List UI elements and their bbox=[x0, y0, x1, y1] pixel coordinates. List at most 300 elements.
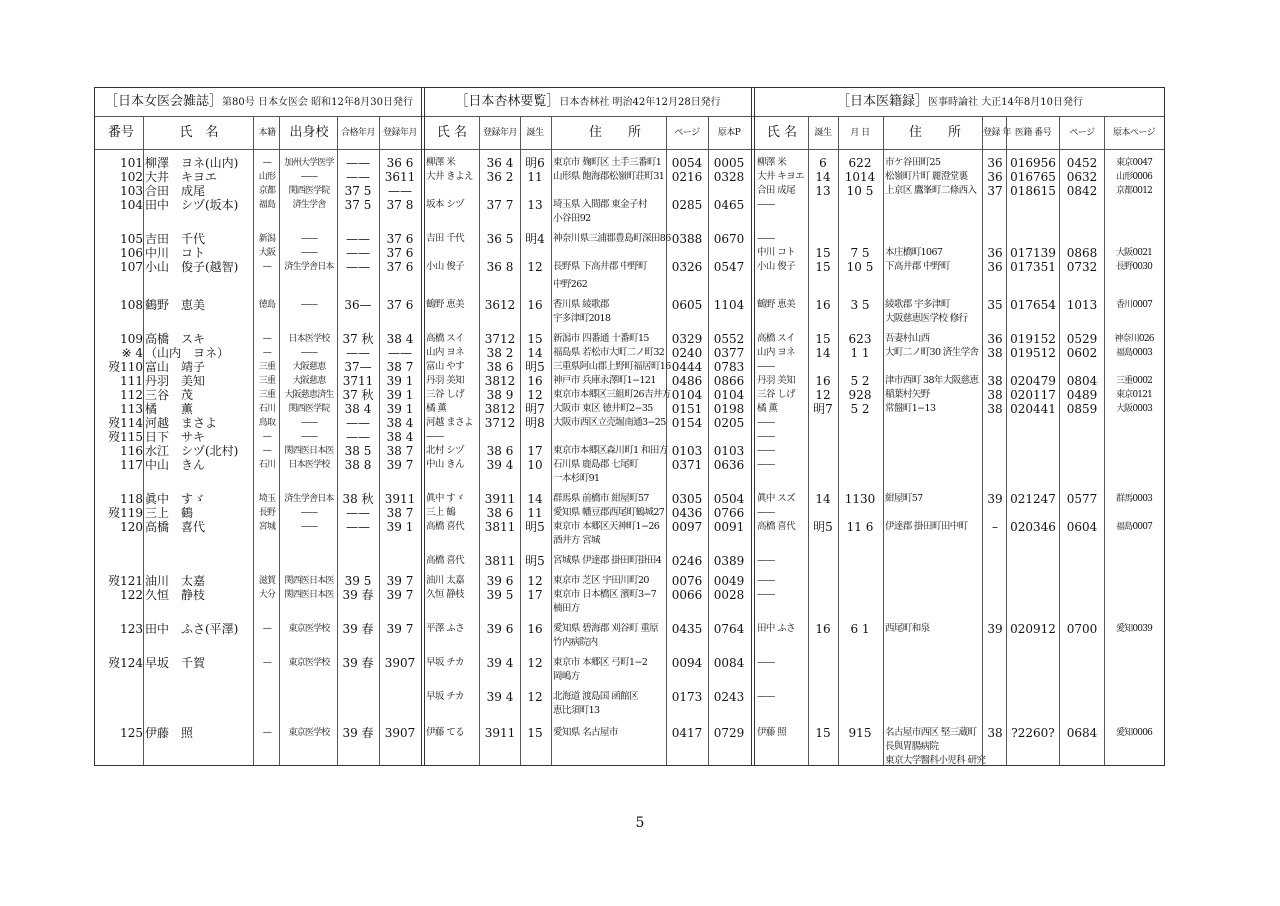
cell-n2: 富山 やす bbox=[426, 361, 465, 372]
cell-o3: 山形0006 bbox=[1115, 172, 1153, 182]
cell-no: 118 bbox=[120, 492, 143, 506]
cell-reg: 39 7 bbox=[386, 574, 414, 588]
cell-b3: 14 bbox=[815, 346, 831, 360]
header-divider bbox=[95, 149, 1164, 150]
table-row bbox=[95, 312, 1164, 326]
table-row bbox=[95, 554, 1164, 568]
cell-pass: 37 秋 bbox=[342, 388, 374, 402]
cell-pref: 滋賀 bbox=[258, 576, 276, 586]
cell-a3: 本庄橋町1067 bbox=[885, 247, 943, 258]
section-title-isekiroku-bracket: ［日本医籍録］ bbox=[836, 94, 928, 109]
cell-pref: 三重 bbox=[258, 362, 276, 372]
cell-n2: 小山 俊子 bbox=[426, 261, 465, 272]
cell-r2: 39 4 bbox=[486, 458, 514, 472]
cell-y3: 35 bbox=[987, 298, 1003, 312]
cell-d3: 1 1 bbox=[850, 346, 870, 360]
cell-name: 丹羽 美知 bbox=[145, 374, 206, 388]
cell-a2: 岡嶋方 bbox=[553, 671, 580, 682]
cell-p2: 0154 bbox=[671, 416, 703, 430]
cell-o3: 福島0007 bbox=[1115, 522, 1153, 532]
cell-b2: 明4 bbox=[525, 232, 545, 246]
cell-school: —— bbox=[300, 172, 318, 182]
cell-n3: 鶴野 恵美 bbox=[757, 299, 796, 310]
cell-a2: 愛知県 名古屋市 bbox=[553, 727, 618, 738]
cell-o2: 0552 bbox=[713, 332, 745, 346]
cell-a2: 東京市 日本橋区 濱町3−7 bbox=[553, 589, 657, 600]
table-row bbox=[95, 588, 1164, 602]
cell-pass: 39 春 bbox=[342, 622, 374, 636]
cell-y3: 38 bbox=[987, 374, 1003, 388]
cell-school: 日本医学校 bbox=[288, 460, 330, 470]
cell-b2: 16 bbox=[527, 622, 543, 636]
cell-reg: 38 4 bbox=[386, 430, 414, 444]
cell-no: 歿115 bbox=[108, 430, 143, 444]
cell-school: 関西医日本医 bbox=[284, 576, 334, 586]
cell-o2: 0670 bbox=[713, 232, 745, 246]
cell-n2: 伊藤 てる bbox=[426, 727, 465, 738]
cell-r2: 3712 bbox=[484, 416, 516, 430]
cell-o2: 0636 bbox=[713, 458, 745, 472]
cell-a3: 大町二ノ町30 済生学舎 bbox=[885, 347, 979, 358]
cell-no: 歿114 bbox=[108, 416, 143, 430]
header-school: 出身校 bbox=[289, 125, 329, 140]
cell-d3: 5 2 bbox=[850, 402, 870, 416]
cell-reg: 3611 bbox=[384, 170, 416, 184]
cell-p3: 0577 bbox=[1066, 492, 1098, 506]
cell-no: 123 bbox=[120, 622, 143, 636]
cell-r2: 38 6 bbox=[486, 360, 514, 374]
cell-reg: 38 7 bbox=[386, 444, 414, 458]
cell-n3: —— bbox=[757, 233, 775, 244]
table-row bbox=[95, 360, 1164, 374]
table-row bbox=[95, 574, 1164, 588]
cell-pref: — bbox=[262, 624, 272, 634]
cell-pass: 39 5 bbox=[344, 574, 372, 588]
cell-r2: 39 5 bbox=[486, 588, 514, 602]
cell-pref: 長野 bbox=[258, 508, 276, 518]
cell-o2: 0049 bbox=[713, 574, 745, 588]
cell-a2: 東京市 本郷区天神町1−26 bbox=[553, 521, 660, 532]
header-p2: ページ bbox=[674, 128, 700, 138]
table-row bbox=[95, 444, 1164, 458]
cell-b2: 12 bbox=[527, 388, 543, 402]
cell-n2: —— bbox=[426, 431, 444, 442]
cell-pref: 三重 bbox=[258, 376, 276, 386]
header-a3: 住 所 bbox=[908, 125, 961, 140]
table-row bbox=[95, 232, 1164, 246]
cell-a2: 香川県 綾歌郡 bbox=[553, 299, 609, 310]
cell-m3: 019152 bbox=[1010, 332, 1056, 346]
cell-r2: 39 4 bbox=[486, 656, 514, 670]
cell-n2: 北村 シヅ bbox=[426, 445, 465, 456]
cell-o2: 0866 bbox=[713, 374, 745, 388]
cell-n3: —— bbox=[757, 589, 775, 600]
cell-d3: 7 5 bbox=[850, 246, 870, 260]
cell-p3: 0684 bbox=[1066, 726, 1098, 740]
table-row bbox=[95, 402, 1164, 416]
cell-n3: —— bbox=[757, 657, 775, 668]
page-number: 5 bbox=[635, 815, 645, 831]
cell-school: 関西医日本医 bbox=[284, 590, 334, 600]
header-pref: 本籍 bbox=[258, 128, 276, 138]
cell-pref: 徳島 bbox=[258, 300, 276, 310]
table-row bbox=[95, 388, 1164, 402]
cell-name: 河越 まさよ bbox=[145, 416, 218, 430]
cell-n2: 鶴野 恵美 bbox=[426, 299, 465, 310]
cell-n3: —— bbox=[757, 431, 775, 442]
cell-pref: — bbox=[262, 658, 272, 668]
table-row bbox=[95, 430, 1164, 444]
cell-a2: 大阪市 東区 徳井町2−35 bbox=[553, 403, 653, 414]
cell-n2: 眞中 すゞ bbox=[426, 493, 465, 504]
cell-b2: 12 bbox=[527, 656, 543, 670]
cell-p2: 0246 bbox=[671, 554, 703, 568]
cell-o2: 0243 bbox=[713, 690, 745, 704]
cell-no: 120 bbox=[120, 520, 143, 534]
cell-n3: 山内 ヨネ bbox=[757, 347, 796, 358]
header-y3: 登録 年 bbox=[983, 128, 1011, 138]
cell-d3: 623 bbox=[848, 332, 872, 346]
cell-o2: 1104 bbox=[713, 298, 745, 312]
cell-b3: 13 bbox=[815, 184, 831, 198]
cell-a3: 名古屋市西区 堅三蔵町 bbox=[885, 727, 977, 738]
cell-reg: 39 1 bbox=[386, 388, 414, 402]
cell-p2: 0326 bbox=[671, 260, 703, 274]
cell-o2: 0104 bbox=[713, 388, 745, 402]
cell-m3: 020479 bbox=[1010, 374, 1056, 388]
cell-y3: 36 bbox=[987, 170, 1003, 184]
table-row bbox=[95, 472, 1164, 486]
cell-n3: 伊藤 照 bbox=[757, 727, 787, 738]
cell-b2: 17 bbox=[527, 444, 543, 458]
cell-school: —— bbox=[300, 508, 318, 518]
cell-m3: 019512 bbox=[1010, 346, 1056, 360]
cell-reg: 36 6 bbox=[386, 156, 414, 170]
cell-o2: 0389 bbox=[713, 554, 745, 568]
cell-b2: 16 bbox=[527, 374, 543, 388]
cell-no: 102 bbox=[120, 170, 143, 184]
header-m3: 医籍 番号 bbox=[1014, 128, 1052, 138]
cell-reg: 37 6 bbox=[386, 298, 414, 312]
cell-p2: 0104 bbox=[671, 388, 703, 402]
cell-reg: 37 6 bbox=[386, 260, 414, 274]
cell-n2: 高橋 喜代 bbox=[426, 555, 465, 566]
cell-n2: 早坂 チカ bbox=[426, 657, 464, 668]
header-reg: 登録年月 bbox=[382, 128, 417, 138]
cell-school: 大阪慈恵 bbox=[292, 362, 326, 372]
cell-school: —— bbox=[300, 418, 318, 428]
cell-reg: 3911 bbox=[384, 492, 416, 506]
cell-a2: 群馬県 前橋市 紺屋町57 bbox=[553, 493, 649, 504]
cell-o2: 0783 bbox=[713, 360, 745, 374]
table-row bbox=[95, 416, 1164, 430]
cell-pref: 鳥取 bbox=[258, 418, 276, 428]
cell-no: 122 bbox=[120, 588, 143, 602]
cell-a3: 吾妻村山西 bbox=[885, 333, 930, 344]
cell-reg: 3907 bbox=[384, 656, 416, 670]
cell-p2: 0066 bbox=[671, 588, 703, 602]
cell-y3: 36 bbox=[987, 332, 1003, 346]
cell-school: 関西医日本医 bbox=[284, 446, 334, 456]
table-row bbox=[95, 374, 1164, 388]
cell-reg: 37 8 bbox=[386, 198, 414, 212]
cell-n3: 柳澤 米 bbox=[757, 157, 787, 168]
cell-name: 早坂 千賀 bbox=[145, 656, 206, 670]
cell-n3: 眞中 スズ bbox=[757, 493, 796, 504]
cell-o2: 0084 bbox=[713, 656, 745, 670]
cell-b3: 16 bbox=[815, 622, 831, 636]
table-row bbox=[95, 458, 1164, 472]
register-table bbox=[94, 87, 1165, 766]
cell-pass: 38 5 bbox=[344, 444, 372, 458]
cell-r2: 36 2 bbox=[486, 170, 514, 184]
cell-pref: 埼玉 bbox=[258, 494, 276, 504]
cell-r2: 3812 bbox=[484, 374, 516, 388]
cell-d3: 6 1 bbox=[850, 622, 870, 636]
cell-reg: 37 6 bbox=[386, 232, 414, 246]
cell-no: 105 bbox=[120, 232, 143, 246]
cell-r2: 38 2 bbox=[486, 346, 514, 360]
cell-m3: 020346 bbox=[1010, 520, 1056, 534]
cell-o2: 0547 bbox=[713, 260, 745, 274]
cell-p3: 0700 bbox=[1066, 622, 1098, 636]
cell-pref: — bbox=[262, 334, 272, 344]
table-row bbox=[95, 170, 1164, 184]
cell-school: 済生学舎日本 bbox=[284, 494, 334, 504]
cell-r2: 3612 bbox=[484, 298, 516, 312]
cell-no: 113 bbox=[120, 402, 143, 416]
cell-b2: 明6 bbox=[525, 156, 545, 170]
cell-n3: 高橋 スイ bbox=[757, 333, 795, 344]
cell-pass: —— bbox=[346, 156, 370, 170]
cell-r2: 38 9 bbox=[486, 388, 514, 402]
cell-p2: 0094 bbox=[671, 656, 703, 670]
cell-pass: 38 秋 bbox=[342, 492, 374, 506]
cell-pref: — bbox=[262, 158, 272, 168]
cell-name: 田中 シヅ(坂本) bbox=[145, 198, 239, 212]
cell-a3: 稲葉村矢野 bbox=[885, 389, 930, 400]
cell-no: 歿119 bbox=[108, 506, 143, 520]
cell-a2: 東京市本郷区三組町26吉井方 bbox=[553, 389, 671, 400]
cell-school: —— bbox=[300, 432, 318, 442]
cell-o3: 愛知0039 bbox=[1115, 624, 1153, 634]
header-d3: 月 日 bbox=[850, 128, 870, 138]
cell-p2: 0151 bbox=[671, 402, 703, 416]
table-row bbox=[95, 622, 1164, 636]
cell-a2: 中野262 bbox=[553, 279, 588, 290]
cell-y3: 36 bbox=[987, 156, 1003, 170]
cell-n3: 大井 キヨエ bbox=[757, 171, 804, 182]
cell-p2: 0240 bbox=[671, 346, 703, 360]
cell-b3: 14 bbox=[815, 170, 831, 184]
cell-d3: 10 5 bbox=[846, 260, 874, 274]
cell-y3: 36 bbox=[987, 260, 1003, 274]
cell-b3: 14 bbox=[815, 492, 831, 506]
cell-p3: 0604 bbox=[1066, 520, 1098, 534]
cell-y3: 38 bbox=[987, 726, 1003, 740]
cell-d3: 5 2 bbox=[850, 374, 870, 388]
cell-p2: 0173 bbox=[671, 690, 703, 704]
cell-n2: 高橋 喜代 bbox=[426, 521, 465, 532]
cell-b2: 明5 bbox=[525, 360, 545, 374]
cell-p2: 0371 bbox=[671, 458, 703, 472]
cell-a2: 宮城県 伊達郡 掛田町掛田4 bbox=[553, 555, 662, 566]
cell-m3: 020441 bbox=[1010, 402, 1056, 416]
cell-n2: 高橋 スイ bbox=[426, 333, 464, 344]
cell-n3: —— bbox=[757, 507, 775, 518]
table-row bbox=[95, 346, 1164, 360]
cell-pass: 37 5 bbox=[344, 198, 372, 212]
cell-a2: 大阪市西区立売堀南通3−25 bbox=[553, 417, 666, 428]
table-row bbox=[95, 260, 1164, 274]
cell-n3: 三谷 しげ bbox=[757, 389, 796, 400]
section-title-kyorin-bracket: ［日本杏林要覧］ bbox=[455, 94, 560, 109]
cell-r2: 3812 bbox=[484, 402, 516, 416]
header-b3: 誕生 bbox=[814, 128, 832, 138]
cell-p2: 0076 bbox=[671, 574, 703, 588]
cell-a2: 小谷田92 bbox=[553, 213, 591, 224]
cell-a2: 石川県 鹿島郡 七尾町 bbox=[553, 459, 638, 470]
cell-no: 107 bbox=[120, 260, 143, 274]
cell-o2: 0205 bbox=[713, 416, 745, 430]
cell-p2: 0417 bbox=[671, 726, 703, 740]
cell-o2: 0465 bbox=[713, 198, 745, 212]
cell-p3: 0489 bbox=[1066, 388, 1098, 402]
cell-b2: 12 bbox=[527, 574, 543, 588]
cell-o3: 福島0003 bbox=[1115, 348, 1153, 358]
cell-a2: 東京市 本郷区 弓町1−2 bbox=[553, 657, 648, 668]
cell-n2: 橘 薫 bbox=[426, 403, 447, 414]
cell-a2: 東京市 芝区 宇田川町20 bbox=[553, 575, 649, 586]
cell-no: 104 bbox=[120, 198, 143, 212]
cell-n3: —— bbox=[757, 575, 775, 586]
cell-reg: 39 7 bbox=[386, 458, 414, 472]
cell-o3: 香川0007 bbox=[1115, 300, 1153, 310]
cell-n2: 三谷 しげ bbox=[426, 389, 465, 400]
cell-no: 116 bbox=[120, 444, 143, 458]
cell-p2: 0388 bbox=[671, 232, 703, 246]
cell-p2: 0486 bbox=[671, 374, 703, 388]
table-row bbox=[95, 690, 1164, 704]
cell-p2: 0054 bbox=[671, 156, 703, 170]
cell-p2: 0436 bbox=[671, 506, 703, 520]
cell-o2: 0766 bbox=[713, 506, 745, 520]
cell-school: —— bbox=[300, 348, 318, 358]
cell-no: 101 bbox=[120, 156, 143, 170]
cell-n3: 小山 俊子 bbox=[757, 261, 796, 272]
cell-b2: 11 bbox=[527, 506, 543, 520]
cell-no: 117 bbox=[120, 458, 143, 472]
cell-reg: —— bbox=[388, 346, 412, 360]
cell-n3: —— bbox=[757, 199, 775, 210]
cell-p3: 0859 bbox=[1066, 402, 1098, 416]
cell-p2: 0103 bbox=[671, 444, 703, 458]
cell-school: —— bbox=[300, 300, 318, 310]
cell-pref: 大阪 bbox=[258, 248, 276, 258]
cell-school: 加州大学医学 bbox=[284, 158, 334, 168]
cell-n2: 三上 鶴 bbox=[426, 507, 456, 518]
cell-b2: 15 bbox=[527, 332, 543, 346]
cell-a3: 津市西町 38年大阪慈恵 bbox=[885, 375, 979, 386]
cell-school: 東京医学校 bbox=[288, 624, 330, 634]
cell-b2: 13 bbox=[527, 198, 543, 212]
cell-reg: 39 7 bbox=[386, 588, 414, 602]
cell-r2: 36 4 bbox=[486, 156, 514, 170]
cell-school: 大阪慈恵済生 bbox=[284, 390, 334, 400]
cell-school: 済生学舎日本 bbox=[284, 262, 334, 272]
cell-o3: 東京0121 bbox=[1115, 390, 1153, 400]
table-row bbox=[95, 332, 1164, 346]
cell-n3: 丹羽 美知 bbox=[757, 375, 796, 386]
cell-a3: 常盤町1−13 bbox=[885, 403, 936, 414]
cell-no: 歿110 bbox=[108, 360, 143, 374]
cell-reg: 37 6 bbox=[386, 246, 414, 260]
cell-b3: 明7 bbox=[813, 402, 833, 416]
cell-o3: 愛知0006 bbox=[1115, 728, 1153, 738]
cell-r2: 3712 bbox=[484, 332, 516, 346]
cell-a2: 福島県 若松市大町二ノ町32 bbox=[553, 347, 665, 358]
cell-a2: 東京市本郷区森川町1 和田方 bbox=[553, 445, 668, 456]
table-row bbox=[95, 156, 1164, 170]
cell-name: 眞中 すゞ bbox=[145, 492, 206, 506]
table-row bbox=[95, 754, 1164, 768]
cell-a2: 神奈川県三浦郡豊島町深田86 bbox=[553, 233, 671, 244]
cell-school: 大阪慈恵 bbox=[292, 376, 326, 386]
cell-school: 関西医学院 bbox=[288, 404, 330, 414]
cell-p3: 0804 bbox=[1066, 374, 1098, 388]
cell-school: 関西医学院 bbox=[288, 186, 330, 196]
cell-name: 油川 太嘉 bbox=[145, 574, 206, 588]
cell-b3: 16 bbox=[815, 374, 831, 388]
cell-b3: 15 bbox=[815, 260, 831, 274]
cell-d3: 928 bbox=[848, 388, 872, 402]
header-name: 氏 名 bbox=[179, 125, 219, 140]
cell-a2: 恵比須町13 bbox=[553, 705, 600, 716]
cell-n2: 河越 まさよ bbox=[426, 417, 473, 428]
table-row bbox=[95, 704, 1164, 718]
cell-a2: 東京市 麹町区 土手三番町1 bbox=[553, 157, 662, 168]
cell-p3: 0632 bbox=[1066, 170, 1098, 184]
cell-b2: 明5 bbox=[525, 554, 545, 568]
cell-n3: —— bbox=[757, 445, 775, 456]
cell-a3: 伊達郡 掛田町田中町 bbox=[885, 521, 968, 532]
cell-b2: 11 bbox=[527, 170, 543, 184]
cell-o3: 群馬0003 bbox=[1115, 494, 1153, 504]
cell-name: 柳澤 ヨネ(山内) bbox=[145, 156, 239, 170]
table-row bbox=[95, 212, 1164, 226]
cell-b3: 6 bbox=[819, 156, 827, 170]
cell-no: 歿121 bbox=[108, 574, 143, 588]
cell-o2: 0764 bbox=[713, 622, 745, 636]
cell-name: 合田 成尾 bbox=[145, 184, 206, 198]
cell-m3: 020912 bbox=[1010, 622, 1056, 636]
cell-a2: 北海道 渡島国 函館区 bbox=[553, 691, 638, 702]
cell-p3: 0452 bbox=[1066, 156, 1098, 170]
cell-school: —— bbox=[300, 248, 318, 258]
section-title-isekiroku bbox=[755, 88, 1165, 116]
cell-pref: — bbox=[262, 728, 272, 738]
cell-o3: 大阪0003 bbox=[1115, 404, 1153, 414]
cell-reg: 3907 bbox=[384, 726, 416, 740]
header-n3: 氏 名 bbox=[766, 125, 798, 140]
cell-pass: 37— bbox=[344, 360, 372, 374]
section-title-kyorin bbox=[428, 88, 748, 116]
cell-pass: —— bbox=[346, 430, 370, 444]
cell-p2: 0097 bbox=[671, 520, 703, 534]
cell-name: 水江 シヅ(北村) bbox=[145, 444, 239, 458]
cell-a3: 長與胃腸病院 bbox=[885, 741, 939, 752]
cell-o2: 0091 bbox=[713, 520, 745, 534]
